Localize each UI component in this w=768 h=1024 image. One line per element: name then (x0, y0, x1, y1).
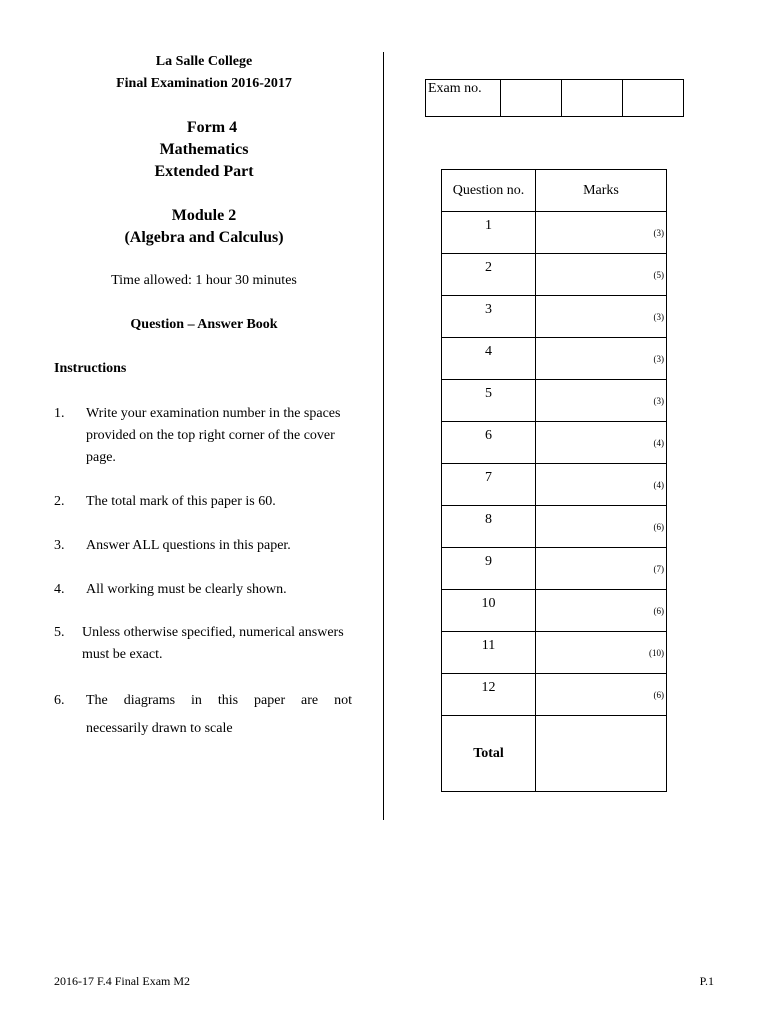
max-marks: (3) (536, 296, 667, 338)
subject: Mathematics (159, 141, 249, 158)
question-number: 1 (442, 212, 536, 254)
question-number: 8 (442, 506, 536, 548)
instruction-item-continued (54, 718, 352, 740)
question-number: 2 (442, 254, 536, 296)
table-row (442, 464, 667, 506)
question-number: 10 (442, 590, 536, 632)
table-row (442, 674, 667, 716)
table-row (442, 506, 667, 548)
max-marks: (6) (536, 674, 667, 716)
marks-table-header (442, 170, 667, 212)
table-row (442, 632, 667, 674)
table-row (442, 212, 667, 254)
max-marks: (3) (536, 212, 667, 254)
max-marks: (4) (536, 422, 667, 464)
max-marks: (4) (536, 464, 667, 506)
footer-paper-code: 2016-17 F.4 Final Exam M2 (54, 974, 191, 988)
instruction-item (54, 622, 352, 666)
module-subtitle: (Algebra and Calculus) (124, 229, 284, 246)
max-marks: (6) (536, 506, 667, 548)
exam-number-box[interactable] (501, 80, 562, 117)
max-marks: (3) (536, 380, 667, 422)
exam-number-label: Exam no. (426, 80, 501, 117)
instruction-number: 3. (54, 538, 65, 553)
module-title: Module 2 (171, 207, 237, 224)
table-row (442, 296, 667, 338)
table-row (442, 254, 667, 296)
question-number: 7 (442, 464, 536, 506)
instruction-text: The total mark of this paper is 60. (86, 494, 276, 509)
question-number: 12 (442, 674, 536, 716)
instruction-text: All working must be clearly shown. (86, 582, 287, 597)
exam-number-box[interactable] (623, 80, 684, 117)
instruction-item (54, 491, 352, 513)
exam-number-box[interactable] (562, 80, 623, 117)
column-divider (383, 52, 384, 820)
instruction-number: 2. (54, 494, 65, 509)
table-row (442, 422, 667, 464)
max-marks: (6) (536, 590, 667, 632)
instruction-item (54, 403, 352, 469)
max-marks: (3) (536, 338, 667, 380)
total-row (442, 716, 667, 792)
total-label: Total (442, 716, 536, 792)
exam-title: Final Examination 2016-2017 (116, 76, 292, 91)
question-number-header: Question no. (442, 170, 536, 212)
total-marks-box[interactable] (536, 716, 667, 792)
exam-number-boxes (425, 79, 684, 117)
question-number: 4 (442, 338, 536, 380)
footer-page-number: P.1 (699, 974, 714, 988)
instruction-text: The diagrams in this paper are not (86, 693, 352, 708)
instruction-number: 5. (54, 625, 65, 640)
question-number: 11 (442, 632, 536, 674)
max-marks: (5) (536, 254, 667, 296)
question-number: 5 (442, 380, 536, 422)
instruction-item (54, 690, 352, 712)
table-row (442, 338, 667, 380)
book-type: Question – Answer Book (130, 317, 278, 332)
marks-header: Marks (536, 170, 667, 212)
instruction-number: 6. (54, 693, 65, 708)
instruction-number: 1. (54, 406, 65, 421)
instruction-text: necessarily drawn to scale (86, 721, 233, 736)
form-level: Form 4 (186, 119, 238, 136)
max-marks: (7) (536, 548, 667, 590)
instruction-text: Unless otherwise specified, numerical answers must be exact. (82, 625, 344, 662)
instruction-item (54, 535, 352, 557)
table-row (442, 548, 667, 590)
instruction-number: 4. (54, 582, 65, 597)
paper-part: Extended Part (154, 163, 254, 180)
question-number: 3 (442, 296, 536, 338)
instructions-heading: Instructions (54, 361, 127, 376)
table-row (442, 590, 667, 632)
instruction-item (54, 579, 352, 601)
max-marks: (10) (536, 632, 667, 674)
question-number: 9 (442, 548, 536, 590)
time-allowed: Time allowed: 1 hour 30 minutes (111, 273, 297, 288)
marks-table (441, 169, 667, 792)
instruction-text: Answer ALL questions in this paper. (86, 538, 291, 553)
question-number: 6 (442, 422, 536, 464)
instruction-text: Write your examination number in the spaces provided on the top right corner of the cover page. (86, 406, 341, 465)
school-name: La Salle College (155, 54, 253, 69)
table-row (442, 380, 667, 422)
